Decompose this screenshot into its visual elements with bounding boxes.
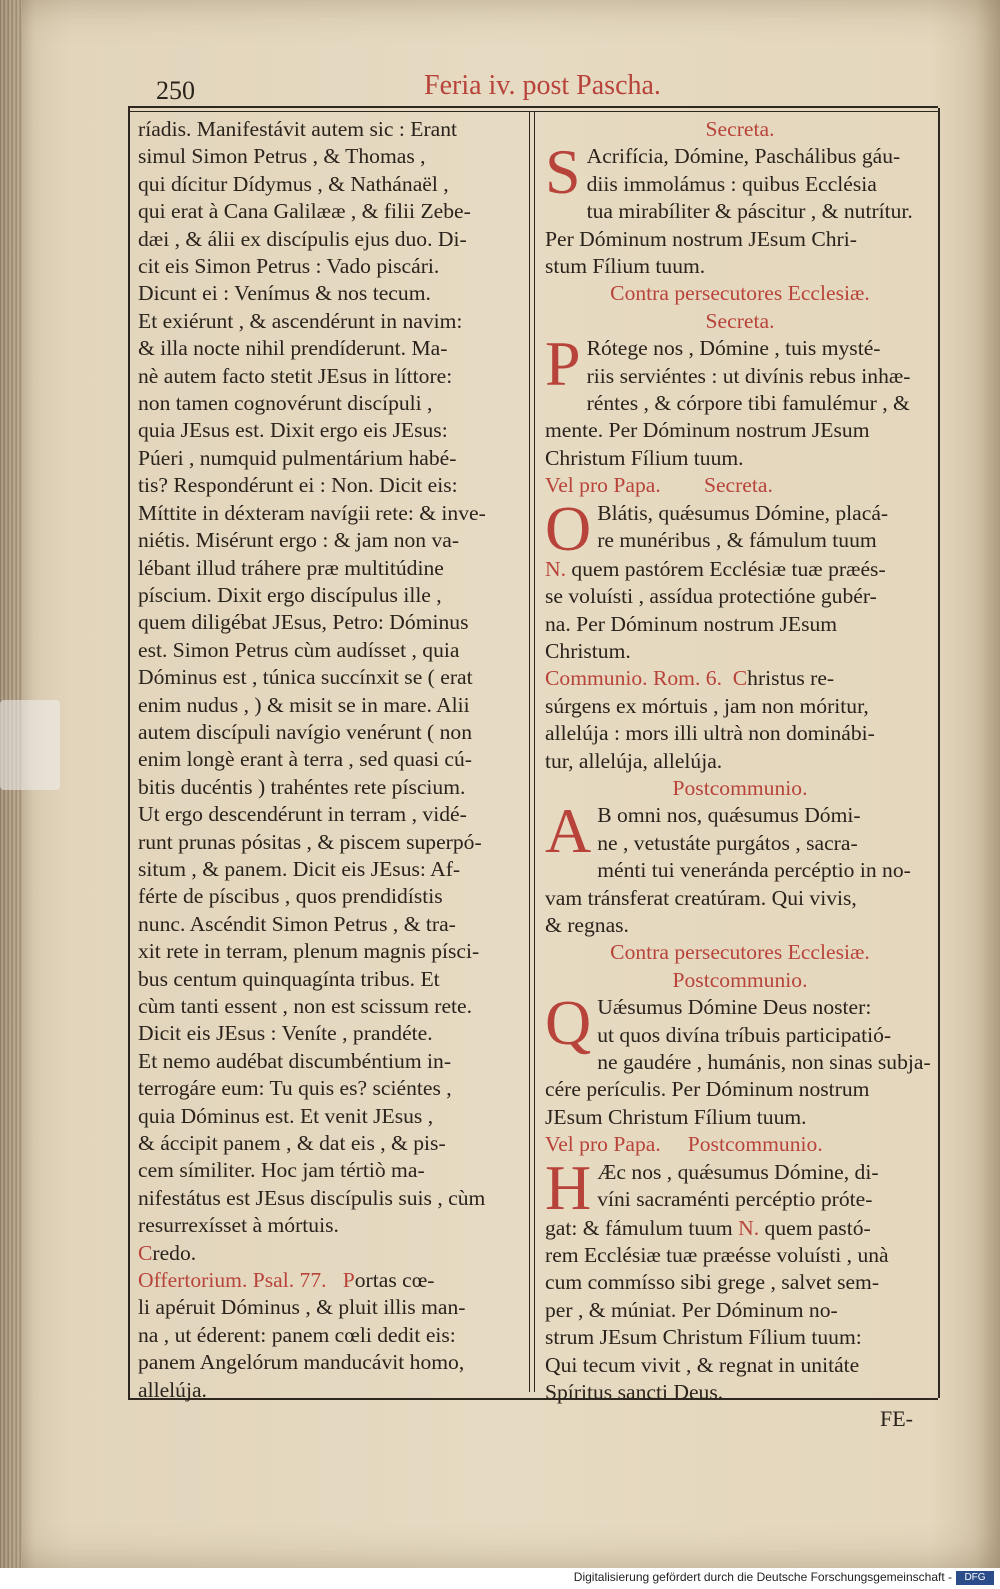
drop-cap-o: O: [545, 499, 592, 556]
secreta1-block: [545, 143, 935, 280]
post3-text-pre: [545, 1159, 935, 1214]
communio-initial: C: [732, 666, 748, 691]
text-line: resurrexísset à mórtuis.: [138, 1213, 339, 1238]
post3-line3-post: quem pastó-: [764, 1215, 871, 1240]
communio-first: hristus re-: [747, 666, 835, 691]
text-line: ut quos divína tríbuis participatió-: [597, 1022, 892, 1047]
contra2-heading: Contra persecutores Ecclesiæ.: [610, 940, 870, 965]
text-line: Dicunt ei : Venímus & nos tecum.: [138, 281, 431, 306]
post1-heading: Postcommunio.: [672, 775, 808, 800]
offertory-label: Offertorium. Psal. 77.: [138, 1268, 327, 1293]
text-line: situm , & panem. Dicit eis JEsus: Af-: [138, 856, 461, 881]
text-line: cit eis Simon Petrus : Vado piscári.: [138, 254, 440, 279]
offertory-line: [138, 1267, 524, 1294]
secreta3-text-post: [545, 583, 935, 665]
papa1-heading: Secreta.: [703, 473, 773, 498]
text-line: B omni nos, quǽsumus Dómi-: [597, 803, 861, 828]
drop-cap-h: H: [545, 1158, 592, 1215]
top-rule-inner: [128, 111, 938, 112]
post3-text-post: [545, 1242, 935, 1406]
text-line: ménti tui venerándа percéptio in no-: [597, 858, 911, 883]
dfg-logo: DFG: [956, 1571, 994, 1585]
text-line: bitis ducéntis ) trahéntes rete píscium.: [138, 774, 466, 799]
text-line: Uǽsumus Dómine Deus noster:: [597, 995, 872, 1020]
text-line: Et nemo audébat discumbéntium in-: [138, 1048, 452, 1073]
text-line: Christum.: [545, 638, 631, 663]
text-line: cum commísso sibi grege , salvet sem-: [545, 1270, 880, 1295]
n-mark-2: N.: [738, 1215, 760, 1240]
text-line: strum JEsum Christum Fílium tuum:: [545, 1325, 862, 1350]
secreta2-heading: Secreta.: [705, 308, 775, 333]
left-column: [138, 116, 524, 1404]
text-line: JEsum Christum Fílium tuum.: [545, 1104, 807, 1129]
text-line: li apéruit Dóminus , & pluit illis man-: [138, 1295, 466, 1320]
post2-text: [545, 994, 935, 1131]
text-line: autem discípuli navígio venérunt ( non: [138, 719, 473, 744]
secreta2-text: [545, 335, 935, 472]
text-line: diis immolámus : quibus Ecclésia: [586, 171, 877, 196]
text-line: Dicit eis JEsus : Veníte , prandéte.: [138, 1021, 433, 1046]
post2-heading: Postcommunio.: [672, 967, 808, 992]
text-line: qui dícitur Dídymus , & Nathánaël ,: [138, 171, 449, 196]
text-line: quia Dóminus est. Et venit JEsus ,: [138, 1103, 434, 1128]
text-line: píscium. Dixit ergo discípulus ille ,: [138, 582, 442, 607]
communio-label: Communio. Rom. 6.: [545, 666, 722, 691]
text-line: re munéribus , & fámulum tuum: [597, 528, 877, 553]
text-line: se voluísti , assídua protectióne gubér-: [545, 584, 877, 609]
text-line: allelúja.: [138, 1377, 207, 1402]
offertory-first: ortas cœ-: [354, 1268, 435, 1293]
post3-block: [545, 1159, 935, 1215]
right-column: [545, 116, 935, 1406]
post2-block: [545, 994, 935, 1131]
text-line: Acrifícia, Dómine, Paschálibus gáu-: [586, 144, 901, 169]
post1-block: [545, 802, 935, 939]
text-line: enim nudus , ) & misit se in mare. Alii: [138, 692, 470, 717]
text-line: terrogáre eum: Tu quis es? sciéntes ,: [138, 1076, 452, 1101]
papa1-line: [545, 472, 935, 499]
text-line: vam tránsferat creatúram. Qui vivis,: [545, 885, 857, 910]
running-head: Feria iv. post Pascha.: [424, 70, 661, 101]
text-line: niétis. Misérunt ergo : & jam non va-: [138, 528, 460, 553]
text-line: nè autem facto stetit JEsus in líttore:: [138, 363, 453, 388]
left-rule: [128, 108, 130, 1398]
secreta1-text: [545, 143, 935, 280]
text-line: & illa nocte nihil prendíderunt. Ma-: [138, 336, 448, 361]
n-mark: N.: [545, 556, 566, 581]
papa2-heading: Postcommunio.: [687, 1132, 823, 1157]
text-line: Christum Fílium tuum.: [545, 445, 744, 470]
page-number: 250: [156, 76, 195, 105]
text-line: per , & múniat. Per Dóminum no-: [545, 1297, 838, 1322]
text-line: stum Fílium tuum.: [545, 254, 706, 279]
text-line: est. Simon Petrus cùm audísset , quia: [138, 637, 460, 662]
text-line: Míttite in déxteram navígii rete: & inve-: [138, 500, 486, 525]
offertory-initial: P: [342, 1268, 355, 1293]
post3-line1: Æc nos , quǽsumus Dómine, di-: [597, 1159, 879, 1184]
text-line: tis? Respondérunt ei : Non. Dicit eis:: [138, 473, 458, 498]
text-line: quem diligébat JEsus, Petro: Dóminus: [138, 610, 469, 635]
text-line: na. Per Dóminum nostrum JEsum: [545, 611, 838, 636]
text-line: bus centum quinquagínta tribus. Et: [138, 966, 440, 991]
text-line: mente. Per Dóminum nostrum JEsum: [545, 418, 870, 443]
post1-text: [545, 802, 935, 939]
text-line: Ut ergo descendérunt in terram , vidé-: [138, 802, 467, 827]
text-line: Dóminus est , túnica succínxit se ( erat: [138, 665, 473, 690]
text-line: Et exiérunt , & ascendérunt in navim:: [138, 308, 463, 333]
text-line: & áccipit panem , & dat eis , & pis-: [138, 1131, 446, 1156]
text-line: lébant illud tráhere præ multitúdine: [138, 555, 444, 580]
text-line: tua mirabíliter & páscitur , & nutrítur.: [586, 199, 913, 224]
text-line: Per Dóminum nostrum JEsum Chri-: [545, 226, 857, 251]
text-line: cére perículis. Per Dóminum nostrum: [545, 1077, 870, 1102]
drop-cap-s: S: [545, 143, 581, 208]
text-line: & regnas.: [545, 912, 629, 937]
text-line: Qui tecum vivit , & regnat in unitáte: [545, 1352, 860, 1377]
text-line: ríadis. Manifestávit autem sic : Erant: [138, 117, 458, 141]
post3-line3-pre: gat: & fámulum tuum: [545, 1215, 733, 1240]
text-line: non tamen cognovérunt discípuli ,: [138, 391, 433, 416]
papa2-line: [545, 1131, 935, 1158]
text-line: quia JEsus est. Dixit ergo eis JEsus:: [138, 418, 448, 443]
text-line: nifestátus est JEsus discípulis suis , cùm: [138, 1185, 486, 1210]
communio-line: [545, 665, 935, 692]
post3-line2: víni sacraménti percéptio próte-: [597, 1187, 873, 1212]
papa1-label: Vel pro Papa.: [545, 473, 661, 498]
text-line: enim longè erant à terra , sed quasi cú-: [138, 747, 472, 772]
drop-cap-a: A: [545, 802, 592, 867]
page-clip: [0, 700, 60, 790]
secreta2-block: [545, 335, 935, 472]
text-line: qui erat à Cana Galilææ , & filii Zebe-: [138, 199, 471, 224]
text-line: cùm tanti essent , non est scissum rete.: [138, 994, 473, 1018]
footer-credit: Digitalisierung gefördert durch die Deutsche Forschungsgemeinschaft -: [573, 1570, 952, 1584]
text-line: xit rete in terram, plenum magnis písci-: [138, 939, 480, 964]
text-line: Blátis, quǽsumus Dómine, placá-: [597, 500, 889, 525]
secreta1-heading: Secreta.: [705, 117, 775, 141]
text-line: Spíritus sancti Deus.: [545, 1380, 724, 1405]
catchword: FE-: [880, 1406, 913, 1431]
text-line: nunc. Ascéndit Simon Petrus , & tra-: [138, 911, 456, 936]
right-rule: [938, 108, 940, 1398]
drop-cap-p: P: [545, 335, 581, 400]
text-line: rem Ecclésiæ tuæ præésse voluísti , unà: [545, 1243, 889, 1268]
text-line: na , ut éderent: panem cœli dedit eis:: [138, 1322, 456, 1347]
top-rule: [128, 106, 938, 108]
offertory-text: [138, 1294, 524, 1404]
text-line: runt prunas pósitas , & piscem superpó-: [138, 829, 482, 854]
text-line: Rótege nos , Dómine , tuis mysté-: [586, 336, 881, 361]
credo-rest: redo.: [152, 1240, 197, 1265]
credo-initial: C: [138, 1240, 153, 1265]
text-line: ne gaudére , humánis, non sinas subja-: [597, 1050, 931, 1074]
text-line: férte de píscibus , quos prendidístis: [138, 884, 443, 909]
digitization-footer: [0, 1568, 1000, 1589]
secreta3-n-line: [545, 556, 935, 583]
text-line: dæi , & álii ex discípulis ejus duo. Di-: [138, 226, 467, 251]
papa2-label: Vel pro Papa.: [545, 1132, 661, 1157]
text-line: Púeri , numquid pulmentárium habé-: [138, 445, 457, 470]
gospel-text: [138, 116, 524, 1240]
post3-n-line: [545, 1215, 935, 1242]
text-line: simul Simon Petrus , & Thomas ,: [138, 144, 426, 169]
communio-text: [545, 693, 935, 775]
text-line: riis serviéntes : ut divínis rebus inhæ-: [586, 363, 911, 388]
credo-line: [138, 1240, 524, 1267]
text-line: allelúja : mors illi ultrà non dominábi-: [545, 721, 875, 746]
secreta3-block: [545, 500, 935, 556]
drop-cap-q: Q: [545, 994, 592, 1059]
text-line: tur, allelúja, allelúja.: [545, 748, 723, 773]
text-line: ne , vetustáte purgátos , sacra-: [597, 830, 858, 855]
text-line: cem símiliter. Hoc jam tértiò ma-: [138, 1158, 425, 1183]
text-line: réntes , & córpore tibi famulémur , &: [586, 391, 910, 416]
secreta3-text-pre: [545, 500, 935, 555]
secreta3-n-rest: quem pastórem Ecclésiæ tuæ præés-: [571, 556, 886, 581]
column-divider-inner: [534, 112, 535, 1392]
text-line: panem Angelórum manducávit homo,: [138, 1350, 465, 1375]
column-divider: [529, 112, 530, 1392]
contra1-heading: Contra persecutores Ecclesiæ.: [610, 281, 870, 306]
text-line: súrgens ex mórtuis , jam non móritur,: [545, 693, 869, 718]
